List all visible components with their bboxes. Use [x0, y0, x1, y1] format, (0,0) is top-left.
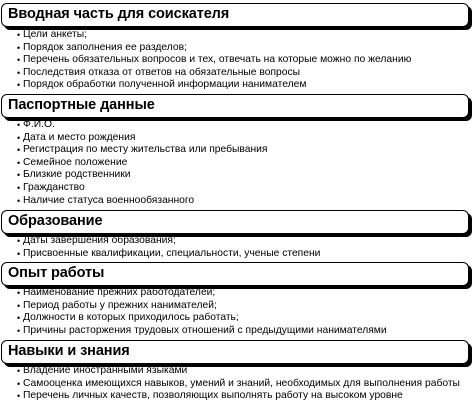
section-header-experience [1, 262, 469, 286]
list-item: • Владение иностранными языками [17, 365, 188, 376]
bullet-icon: • [17, 182, 21, 193]
bullet-icon: • [17, 80, 21, 91]
section-title-intro: Вводная часть для соискателя [8, 6, 230, 22]
list-item: • Перечень личных качеств, позволяющих выполнять работу на высоком уровне [17, 390, 403, 402]
section-title-education: Образование [8, 213, 103, 229]
list-item: • Ф.И.О. [17, 119, 55, 130]
list-item: • Самооценка имеющихся навыков, умений и знаний, необходимых для выполнения работы [17, 377, 460, 389]
section-header-skills [1, 340, 469, 364]
bullet-icon: • [17, 300, 21, 311]
list-item: • Присвоенные квалификации, специальности, ученые степени [17, 247, 321, 259]
bullet-icon: • [17, 248, 21, 259]
bullet-icon: • [17, 170, 21, 181]
bullet-icon: • [17, 145, 21, 156]
bullet-icon: • [17, 30, 21, 40]
bullet-icon: • [17, 378, 21, 389]
bullet-icon: • [17, 67, 21, 78]
bullet-icon: • [17, 366, 21, 376]
list-item: • Наименование прежних работодателей; [17, 287, 216, 298]
bullet-icon: • [17, 132, 21, 143]
bullet-icon: • [17, 120, 21, 130]
list-item: • Должности в которых приходилось работать; [17, 312, 239, 324]
bullet-icon: • [17, 157, 21, 168]
section-list-skills [17, 365, 460, 403]
section-header-passport [1, 94, 469, 118]
section-list-passport [17, 119, 268, 207]
section-title-skills: Навыки и знания [8, 343, 130, 359]
bullet-icon: • [17, 325, 21, 336]
bullet-icon: • [17, 236, 21, 246]
section-header-intro [1, 3, 469, 27]
list-item: • Причины расторжения трудовых отношений с предыдущими нанимателями [17, 324, 387, 336]
section-list-experience [17, 287, 387, 337]
bullet-icon: • [17, 55, 21, 66]
bullet-icon: • [17, 42, 21, 53]
list-item: • Порядок заполнения ее разделов; [17, 41, 187, 53]
bullet-icon: • [17, 195, 21, 206]
section-title-experience: Опыт работы [8, 265, 105, 281]
list-item: • Регистрация по месту жительства или пребывания [17, 144, 268, 156]
section-title-passport: Паспортные данные [8, 97, 155, 113]
list-item: • Дата и место рождения [17, 131, 136, 143]
section-header-education [1, 210, 469, 234]
list-item: • Гражданство [17, 181, 85, 193]
list-item: • Порядок обработки полученной информации нанимателем [17, 79, 307, 91]
list-item: • Период работы у прежних нанимателей; [17, 299, 217, 311]
list-item: • Наличие статуса военнообязанного [17, 194, 195, 206]
list-item: • Близкие родственники [17, 169, 131, 181]
list-item: • Перечень обязательных вопросов и тех, отвечать на которые можно по желанию [17, 54, 412, 66]
bullet-icon: • [17, 391, 21, 402]
bullet-icon: • [17, 313, 21, 324]
list-item: • Цели анкеты; [17, 29, 88, 40]
list-item: • Последствия отказа от ответов на обязательные вопросы [17, 66, 301, 78]
section-list-education [17, 235, 320, 260]
list-item: • Семейное положение [17, 156, 128, 168]
list-item: • Даты завершения образования; [17, 235, 176, 246]
section-list-intro [17, 29, 411, 92]
bullet-icon: • [17, 288, 21, 298]
